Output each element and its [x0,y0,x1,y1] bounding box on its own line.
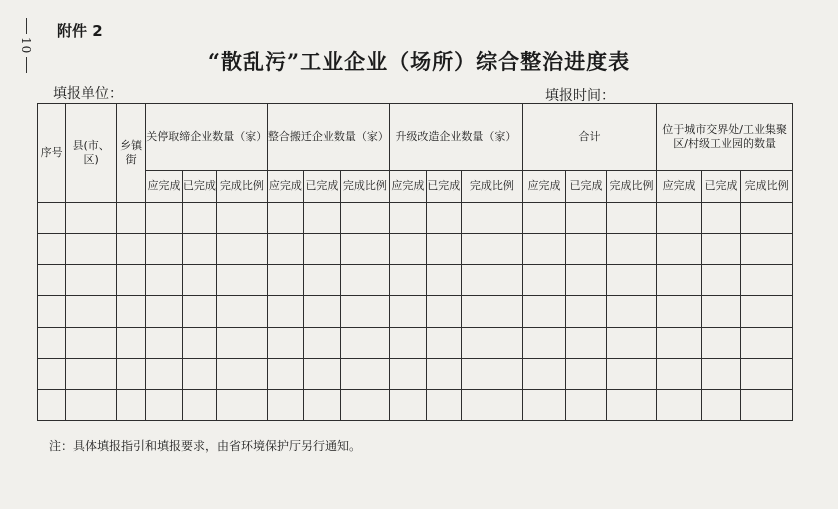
table-cell [182,234,216,265]
table-cell [657,389,702,420]
header-sub-required: 应完成 [267,171,303,203]
table-cell [304,389,340,420]
table-cell [566,234,606,265]
table-cell [426,265,461,296]
table-cell [657,296,702,327]
header-sub-required: 应完成 [146,171,182,203]
table-cell [217,203,268,234]
table-cell [522,296,566,327]
table-row [38,296,793,327]
table-cell [426,203,461,234]
table-cell [522,358,566,389]
table-cell [267,296,303,327]
table-cell [606,327,657,358]
header-sub-done: 已完成 [304,171,340,203]
header-group-closure: 关停取缔企业数量（家） [146,104,267,171]
table-cell [146,358,182,389]
table-cell [606,265,657,296]
table-cell [66,327,117,358]
table-cell [741,389,793,420]
table-cell [38,389,66,420]
table-cell [566,327,606,358]
table-cell [522,327,566,358]
table-cell [38,234,66,265]
table-body [38,203,793,421]
table-cell [267,234,303,265]
header-sub-done: 已完成 [182,171,216,203]
header-sub-ratio: 完成比例 [461,171,522,203]
header-group-relocation: 整合搬迁企业数量（家） [267,104,389,171]
table-cell [217,327,268,358]
table-cell [701,296,740,327]
table-cell [522,203,566,234]
table-cell [701,265,740,296]
table-cell [116,389,145,420]
table-cell [340,296,390,327]
table-cell [267,265,303,296]
table-cell [461,265,522,296]
header-county: 县(市、区) [66,104,117,203]
table-cell [701,358,740,389]
table-cell [146,327,182,358]
table-row [38,265,793,296]
table-cell [66,265,117,296]
table-cell [657,203,702,234]
table-cell [304,296,340,327]
table-cell [390,203,426,234]
table-cell [66,389,117,420]
table-cell [606,389,657,420]
table-cell [340,203,390,234]
page-number-text: 10 [19,37,33,55]
table-cell [340,327,390,358]
table-cell [741,358,793,389]
header-sub-done: 已完成 [566,171,606,203]
table-cell [146,296,182,327]
table-cell [606,358,657,389]
header-sub-required: 应完成 [657,171,702,203]
table-row [38,234,793,265]
table-cell [267,327,303,358]
table-cell [116,234,145,265]
table-cell [566,265,606,296]
header-group-upgrade: 升级改造企业数量（家） [390,104,523,171]
table-cell [182,358,216,389]
header-group-location: 位于城市交界处/工业集聚区/村级工业园的数量 [657,104,793,171]
table-row [38,358,793,389]
table-cell [657,327,702,358]
table-cell [701,327,740,358]
table-cell [461,203,522,234]
table-cell [340,358,390,389]
table-cell [38,265,66,296]
table-cell [390,234,426,265]
table-cell [38,203,66,234]
document-title: “散乱污”工业企业（场所）综合整治进度表 [207,49,631,74]
header-sub-done: 已完成 [426,171,461,203]
table-cell [461,327,522,358]
table-cell [66,203,117,234]
reporting-unit-label: 填报单位： [53,86,123,102]
table-cell [267,389,303,420]
table-cell [657,234,702,265]
table-cell [741,203,793,234]
table-cell [426,234,461,265]
header-sub-ratio: 完成比例 [606,171,657,203]
table-cell [426,296,461,327]
table-row [38,389,793,420]
table-cell [390,296,426,327]
table-cell [340,265,390,296]
header-sub-ratio: 完成比例 [217,171,268,203]
table-cell [182,327,216,358]
table-cell [182,296,216,327]
table-row [38,203,793,234]
table-cell [267,203,303,234]
footnote: 注：具体填报指引和填报要求，由省环境保护厅另行通知。 [49,439,362,453]
table-cell [38,358,66,389]
table-cell [606,234,657,265]
table-cell [146,389,182,420]
table-cell [657,265,702,296]
reporting-time-label: 填报时间： [545,88,615,104]
table-cell [340,389,390,420]
table-cell [741,265,793,296]
table-cell [461,296,522,327]
attachment-label: 附件 2 [57,22,103,40]
table-cell [566,296,606,327]
table-cell [116,265,145,296]
table-cell [116,296,145,327]
table-cell [38,327,66,358]
table-cell [701,234,740,265]
table-cell [116,327,145,358]
table-cell [741,296,793,327]
table-cell [426,358,461,389]
progress-table [37,103,793,421]
table-cell [217,389,268,420]
table-cell [116,358,145,389]
table-cell [390,327,426,358]
table-cell [182,203,216,234]
table-cell [426,327,461,358]
table-cell [304,234,340,265]
header-sub-required: 应完成 [522,171,566,203]
table-cell [522,234,566,265]
table-cell [461,234,522,265]
table-cell [566,203,606,234]
table-row [38,327,793,358]
table-cell [217,358,268,389]
table-cell [461,358,522,389]
table-cell [146,265,182,296]
table-cell [304,327,340,358]
table-cell [340,234,390,265]
table-cell [182,389,216,420]
table-cell [701,389,740,420]
table-cell [116,203,145,234]
header-sub-ratio: 完成比例 [741,171,793,203]
table-cell [566,358,606,389]
header-serial: 序号 [38,104,66,203]
table-cell [182,265,216,296]
table-cell [606,296,657,327]
table-cell [267,358,303,389]
table-cell [522,265,566,296]
table-cell [66,296,117,327]
table-cell [146,203,182,234]
table-cell [217,265,268,296]
table-cell [657,358,702,389]
table-cell [304,265,340,296]
table-cell [741,327,793,358]
table-cell [304,203,340,234]
table-cell [390,358,426,389]
header-sub-required: 应完成 [390,171,426,203]
table-cell [304,358,340,389]
header-township: 乡镇街 [116,104,145,203]
table-cell [390,265,426,296]
table-cell [66,234,117,265]
table-cell [146,234,182,265]
table-cell [461,389,522,420]
table-cell [217,296,268,327]
table-cell [522,389,566,420]
header-sub-done: 已完成 [701,171,740,203]
table-cell [390,389,426,420]
table-cell [38,296,66,327]
table-cell [566,389,606,420]
header-group-total: 合计 [522,104,657,171]
table-cell [426,389,461,420]
table-cell [701,203,740,234]
table-cell [66,358,117,389]
table-cell [606,203,657,234]
header-sub-ratio: 完成比例 [340,171,390,203]
table-cell [217,234,268,265]
table-cell [741,234,793,265]
